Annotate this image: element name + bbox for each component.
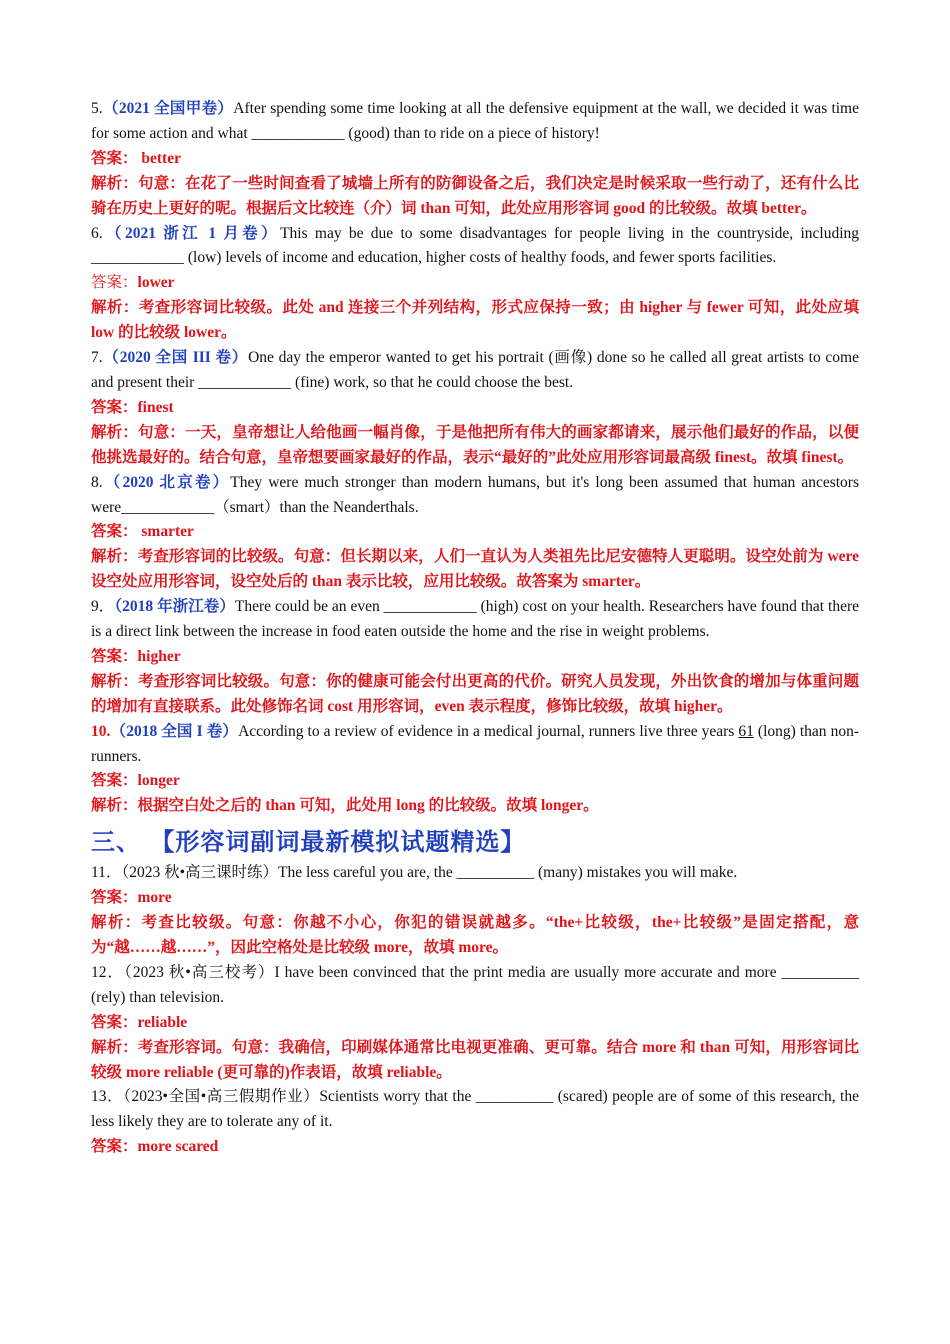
- explanation-11: 解析：考查比较级。句意：你越不小心，你犯的错误就越多。“the+比较级，the+比较级”是固定搭配，意为“越……越……”，因此空格处是比较级 more，故填 more。: [91, 914, 859, 956]
- question-source: （2023 秋•高三校考）: [124, 963, 275, 981]
- answer-11: [91, 886, 859, 911]
- answer-value: better: [137, 149, 181, 167]
- question-text: There could be an even ____________ (high) cost on your health. Researchers have found that there is a direct link between the increase in food eaten outside the home and the rise in weight problems.: [91, 598, 859, 641]
- answer-9: [91, 645, 859, 670]
- question-number: 12．: [91, 963, 125, 981]
- question-number: 8.: [91, 473, 103, 491]
- answer-value: more scared: [137, 1138, 219, 1156]
- question-source: （2021 浙江 1 月卷）: [102, 224, 281, 242]
- question-text: After spending some time looking at all the defensive equipment at the wall, we decided it was time for some action and what ____________ (good) than to ride on a piece of history!: [91, 100, 859, 142]
- question-number: 10.: [91, 722, 111, 740]
- question-11: [91, 861, 859, 886]
- answer-label: 答案：: [91, 274, 138, 292]
- answer-value: longer: [137, 772, 180, 790]
- question-number: 9．: [91, 598, 115, 616]
- question-6: [91, 222, 859, 272]
- answer-label: 答案：: [91, 149, 138, 167]
- answer-5: [91, 147, 859, 172]
- question-text: The less careful you are, the __________ (many) mistakes you will make.: [278, 864, 738, 882]
- question-5: [91, 97, 859, 147]
- explanation-8: 解析：考查形容词的比较级。句意：但长期以来，人们一直认为人类祖先比尼安德特人更聪明。设空处前为 were 设空处应用形容词，设空处后的 than 表示比较，应用比较级。故答案为 smarter。: [91, 548, 859, 591]
- answer-value: finest: [137, 398, 174, 416]
- explanation-12: 解析：考查形容词。句意：我确信，印刷媒体通常比电视更准确、更可靠。结合 more 和 than 可知，用形容词比较级 more reliable (更可靠的)作表语，故填 reliable。: [91, 1038, 859, 1081]
- question-12: [91, 961, 859, 1011]
- question-9: [91, 595, 859, 645]
- answer-10: [91, 769, 859, 794]
- explanation-10: 解析：根据空白处之后的 than 可知，此处用 long 的比较级。故填 longer。: [91, 797, 599, 815]
- question-10: [91, 720, 859, 770]
- explanation-6: 解析：考查形容词比较级。此处 and 连接三个并列结构，形式应保持一致；由 higher 与 fewer 可知，此处应填 low 的比较级 lower。: [91, 299, 859, 342]
- question-number: 7.: [91, 349, 103, 367]
- question-13: [91, 1085, 859, 1135]
- answer-label: 答案：: [91, 647, 138, 665]
- answer-value: lower: [137, 274, 175, 292]
- answer-label: 答案：: [91, 772, 138, 790]
- question-text: This may be due to some disadvantages for people living in the countryside, including ____________ (low) levels of income and education, higher costs of healthy foods, and fewer sports facilities.: [91, 224, 859, 267]
- answer-value: smarter: [137, 523, 194, 541]
- question-source: （2020 全国 III 卷）: [102, 349, 249, 367]
- question-text: I have been convinced that the print media are usually more accurate and more __________ (rely) than television.: [91, 963, 859, 1006]
- question-text: Scientists worry that the __________ (scared) people are of some of this research, the less likely they are to tolerate any of it.: [91, 1088, 859, 1131]
- question-text-after: (long) than non-runners.: [91, 722, 859, 765]
- question-text: One day the emperor wanted to get his portrait (画像) done so he called all great artists to come and present their ____________ (fine) work, so that he could choose the best.: [91, 349, 859, 391]
- document-page: [91, 97, 859, 1160]
- answer-value: higher: [137, 647, 181, 665]
- question-text: According to a review of evidence in a medical journal, runners live three years: [238, 722, 739, 740]
- answer-value: more: [137, 889, 172, 907]
- question-source: （2020 北京卷）: [102, 473, 231, 491]
- answer-7: [91, 396, 859, 421]
- answer-6: [91, 271, 859, 296]
- question-blank: 61: [738, 722, 754, 740]
- question-source: （2021 全国甲卷）: [102, 100, 234, 117]
- question-text: They were much stronger than modern humans, but it's long been assumed that human ancestors were____________（smart）than the Neanderthals.: [91, 473, 859, 516]
- answer-label: 答案：: [91, 1013, 138, 1031]
- question-number: 11．: [91, 864, 122, 882]
- explanation-5: 解析：句意：在花了一些时间查看了城墙上所有的防御设备之后，我们决定是时候采取一些行动了，还有什么比骑在历史上更好的呢。根据后文比较连（介）词 than 可知，此处应用形容词 good 的比较级。故填 better。: [91, 174, 859, 217]
- question-source: （2023•全国•高三假期作业）: [123, 1088, 320, 1106]
- question-7: [91, 346, 859, 396]
- question-8: [91, 471, 859, 521]
- explanation-7: 解析：句意：一天，皇帝想让人给他画一幅肖像，于是他把所有伟大的画家都请来，展示他们最好的作品，以便他挑选最好的。结合句意，皇帝想要画家最好的作品，表示“最好的”此处应用形容词最高级 finest。故填 finest。: [91, 423, 859, 466]
- answer-label: 答案：: [91, 889, 138, 907]
- answer-8: [91, 520, 859, 545]
- answer-12: [91, 1011, 859, 1036]
- question-number: 6.: [91, 224, 103, 242]
- answer-label: 答案：: [91, 1138, 138, 1156]
- answer-13: [91, 1135, 859, 1160]
- answer-label: 答案：: [91, 398, 138, 416]
- question-number: 13．: [91, 1088, 124, 1106]
- answer-value: reliable: [137, 1013, 188, 1031]
- question-source: （2018 年浙江卷）: [114, 598, 235, 616]
- question-source: （2018 全国 I 卷）: [110, 722, 239, 740]
- question-source: （2023 秋•高三课时练）: [121, 864, 278, 882]
- section-heading: 三、 【形容词副词最新模拟试题精选】: [91, 828, 526, 857]
- answer-label: 答案：: [91, 523, 138, 541]
- explanation-9: 解析：考查形容词比较级。句意：你的健康可能会付出更高的代价。研究人员发现，外出饮食的增加与体重问题的增加有直接联系。此处修饰名词 cost 用形容词，even 表示程度，修饰比较级，故填 higher。: [91, 672, 859, 715]
- question-number: 5.: [91, 100, 103, 117]
